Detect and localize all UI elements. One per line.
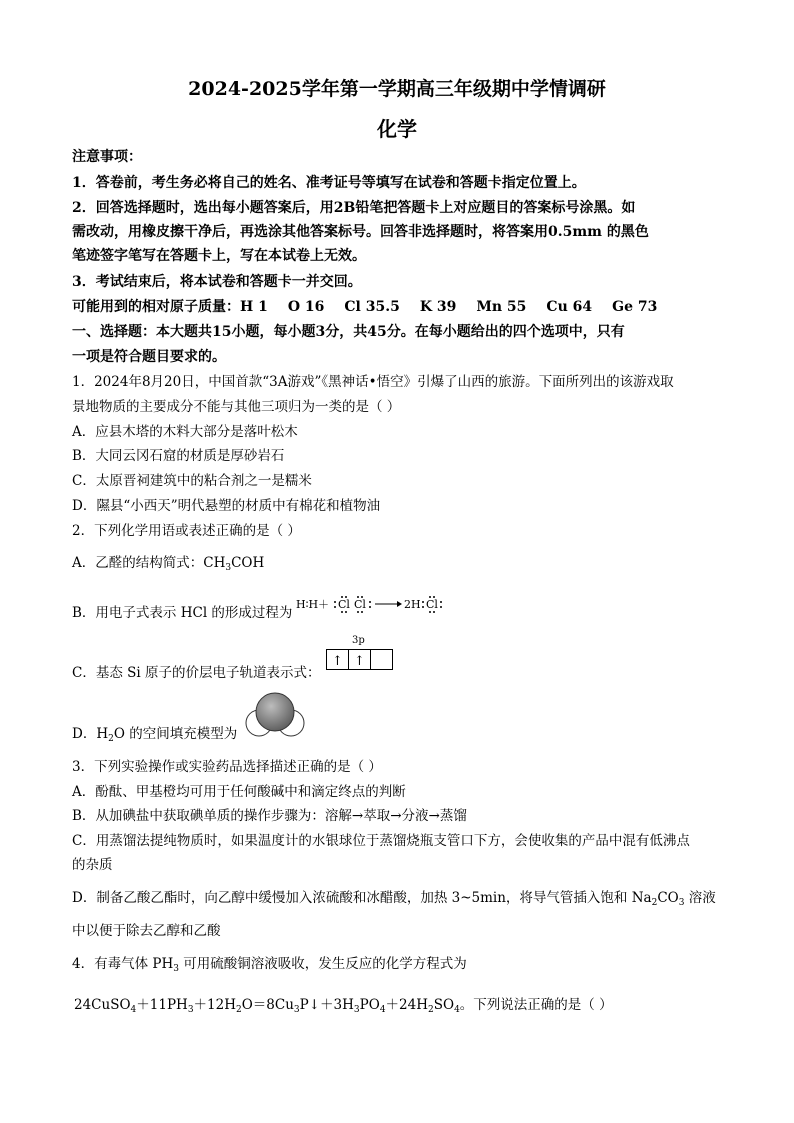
atomic-masses-label: 可能用到的相对原子质量：	[72, 299, 240, 315]
atomic-mass-mn: Mn 55	[476, 299, 527, 315]
orbital-label-3p: 3p	[352, 635, 365, 646]
q4-stem-text: 可用硫酸铜溶液吸收，发生反应的化学方程式为	[178, 956, 467, 972]
q2-option-a	[72, 553, 728, 573]
q2-option-a-formula	[203, 555, 264, 571]
formula-subscript: 3	[678, 898, 685, 908]
atomic-mass-k: K 39	[419, 299, 457, 315]
q4-stem	[72, 954, 728, 974]
eq-subscript: 2	[236, 1005, 242, 1015]
q3-option-c-line-1: C．用蒸馏法提纯物质时，如果温度计的水银球位于蒸馏烧瓶支管口下方，会使收集的产品中混有低沸点	[72, 833, 690, 849]
formula-part: CH	[203, 555, 226, 571]
q1-stem-line-2: 景地物质的主要成分不能与其他三项归为一类的是（ ）	[72, 399, 401, 415]
formula-part: CO	[657, 890, 679, 906]
eq-subscript: 3	[353, 1005, 360, 1015]
q4-stem-text: 4．有毒气体 PH	[72, 956, 174, 972]
si-orbital-diagram	[320, 631, 400, 673]
q3-option-d-line-1	[72, 888, 728, 908]
hcl-electron-formula	[296, 592, 446, 616]
eq-subscript: 4	[454, 1005, 460, 1015]
q2-option-d	[72, 724, 728, 744]
cl-atom-2	[354, 596, 371, 613]
q1-option-d: D．隰县“小西天”明代悬塑的材质中有棉花和植物油	[72, 498, 381, 514]
note-item-3: 3．考试结束后，将本试卷和答题卡一并交回。	[72, 274, 362, 290]
q3-option-d-text: D．制备乙酸乙酯时，向乙醇中缓慢加入浓硫酸和冰醋酸，加热 3~5min，将导气管插入饱和 Na	[72, 890, 652, 906]
formula-part: H	[96, 726, 109, 742]
hcl-rhs: 2H	[404, 598, 421, 611]
atomic-masses	[72, 297, 728, 317]
cl-symbol: Cl	[338, 598, 350, 611]
eq-part: ＋11PH	[136, 997, 188, 1013]
q3-option-d-line-2: 中以便于除去乙醇和乙酸	[72, 923, 221, 939]
water-space-filling-model-icon	[244, 690, 306, 742]
q4-stem-tail: 。下列说法正确的是（ ）	[459, 997, 613, 1013]
eq-part: 24CuSO	[74, 997, 131, 1013]
cl-atom-1	[334, 596, 350, 613]
section-1-heading-line-1: 一、选择题：本大题共15小题，每小题3分，共45分。在每小题给出的四个选项中，只有	[72, 324, 625, 340]
q2-option-a-text: A．乙醛的结构简式：	[72, 555, 204, 571]
atomic-mass-h: H 1	[240, 299, 268, 315]
q2-option-b-text: B．用电子式表示 HCl 的形成过程为	[72, 605, 293, 621]
q3-option-d-text: 溶液	[684, 890, 716, 906]
electron-up-arrow-icon: ↑	[354, 654, 365, 669]
eq-part: ＋24H	[385, 997, 428, 1013]
arrow-head	[397, 601, 402, 607]
formula-subscript: 2	[108, 734, 114, 744]
hcl-lhs: H∶H＋	[296, 598, 330, 611]
q2-option-d-text: O 的空间填充模型为	[113, 726, 238, 742]
note-item-2-line-3: 笔迹签字笔写在答题卡上，写在本试卷上无效。	[72, 248, 366, 264]
formula-subscript: 2	[651, 898, 658, 908]
atomic-mass-o: O 16	[287, 299, 325, 315]
q1-option-b: B．大同云冈石窟的材质是厚砂岩石	[72, 448, 285, 464]
atomic-mass-cl: Cl 35.5	[344, 299, 400, 315]
note-item-1: 1．答卷前，考生务必将自己的姓名、准考证号等填写在试卷和答题卡指定位置上。	[72, 175, 586, 191]
eq-part: O＝8Cu	[241, 997, 294, 1013]
formula-subscript: 3	[225, 563, 232, 573]
eq-subscript: 3	[293, 1005, 300, 1015]
formula-part: COH	[231, 555, 265, 571]
cl-atom-3	[422, 596, 442, 613]
subject-title: 化学	[377, 117, 417, 141]
atomic-mass-ge: Ge 73	[612, 299, 658, 315]
notes-heading: 注意事项：	[72, 149, 142, 165]
note-item-2-line-2: 需改动，用橡皮擦干净后，再选涂其他答案标号。回答非选择题时，将答案用0.5mm 的黑色	[72, 224, 649, 240]
eq-subscript: 4	[379, 1005, 386, 1015]
eq-part: P↓＋3H	[299, 997, 354, 1013]
cl-symbol: Cl	[426, 598, 438, 611]
section-1-heading-line-2: 一项是符合题目要求的。	[72, 349, 226, 365]
note-item-2-line-1: 2．回答选择题时，选出每小题答案后，用2B铅笔把答题卡上对应题目的答案标号涂黑。如	[72, 200, 636, 216]
eq-subscript: 2	[428, 1005, 434, 1015]
eq-part: SO	[433, 997, 455, 1013]
q2-option-d-label: D．	[72, 726, 97, 742]
q1-option-a: A．应县木塔的木料大部分是落叶松木	[72, 424, 298, 440]
q3-option-a: A．酚酞、甲基橙均可用于任何酸碱中和滴定终点的判断	[72, 784, 406, 800]
eq-part: PO	[359, 997, 380, 1013]
eq-subscript: 4	[130, 1005, 137, 1015]
q2-option-c-text: C．基态 Si 原子的价层电子轨道表示式：	[72, 665, 321, 681]
eq-subscript: 3	[187, 1005, 194, 1015]
cl-symbol: Cl	[354, 598, 366, 611]
q1-option-c: C．太原晋祠建筑中的粘合剂之一是糯米	[72, 473, 312, 489]
q3-stem: 3．下列实验操作或实验药品选择描述正确的是（ ）	[72, 759, 382, 775]
q4-equation	[74, 995, 730, 1015]
electron-up-arrow-icon: ↑	[332, 654, 343, 669]
q3-option-b: B．从加碘盐中获取碘单质的操作步骤为：溶解→萃取→分液→蒸馏	[72, 808, 467, 824]
atomic-mass-cu: Cu 64	[546, 299, 593, 315]
q3-option-c-line-2: 的杂质	[72, 857, 113, 873]
q1-stem-line-1: 1．2024年8月20日，中国首款“3A游戏”《黑神话•悟空》引爆了山西的旅游。下面所列出的该游戏取	[72, 374, 674, 390]
formula-subscript: 3	[173, 964, 179, 974]
eq-part: ＋12H	[193, 997, 236, 1013]
q2-stem: 2．下列化学用语或表述正确的是（ ）	[72, 523, 301, 539]
exam-title: 2024-2025学年第一学期高三年级期中学情调研	[188, 78, 606, 100]
